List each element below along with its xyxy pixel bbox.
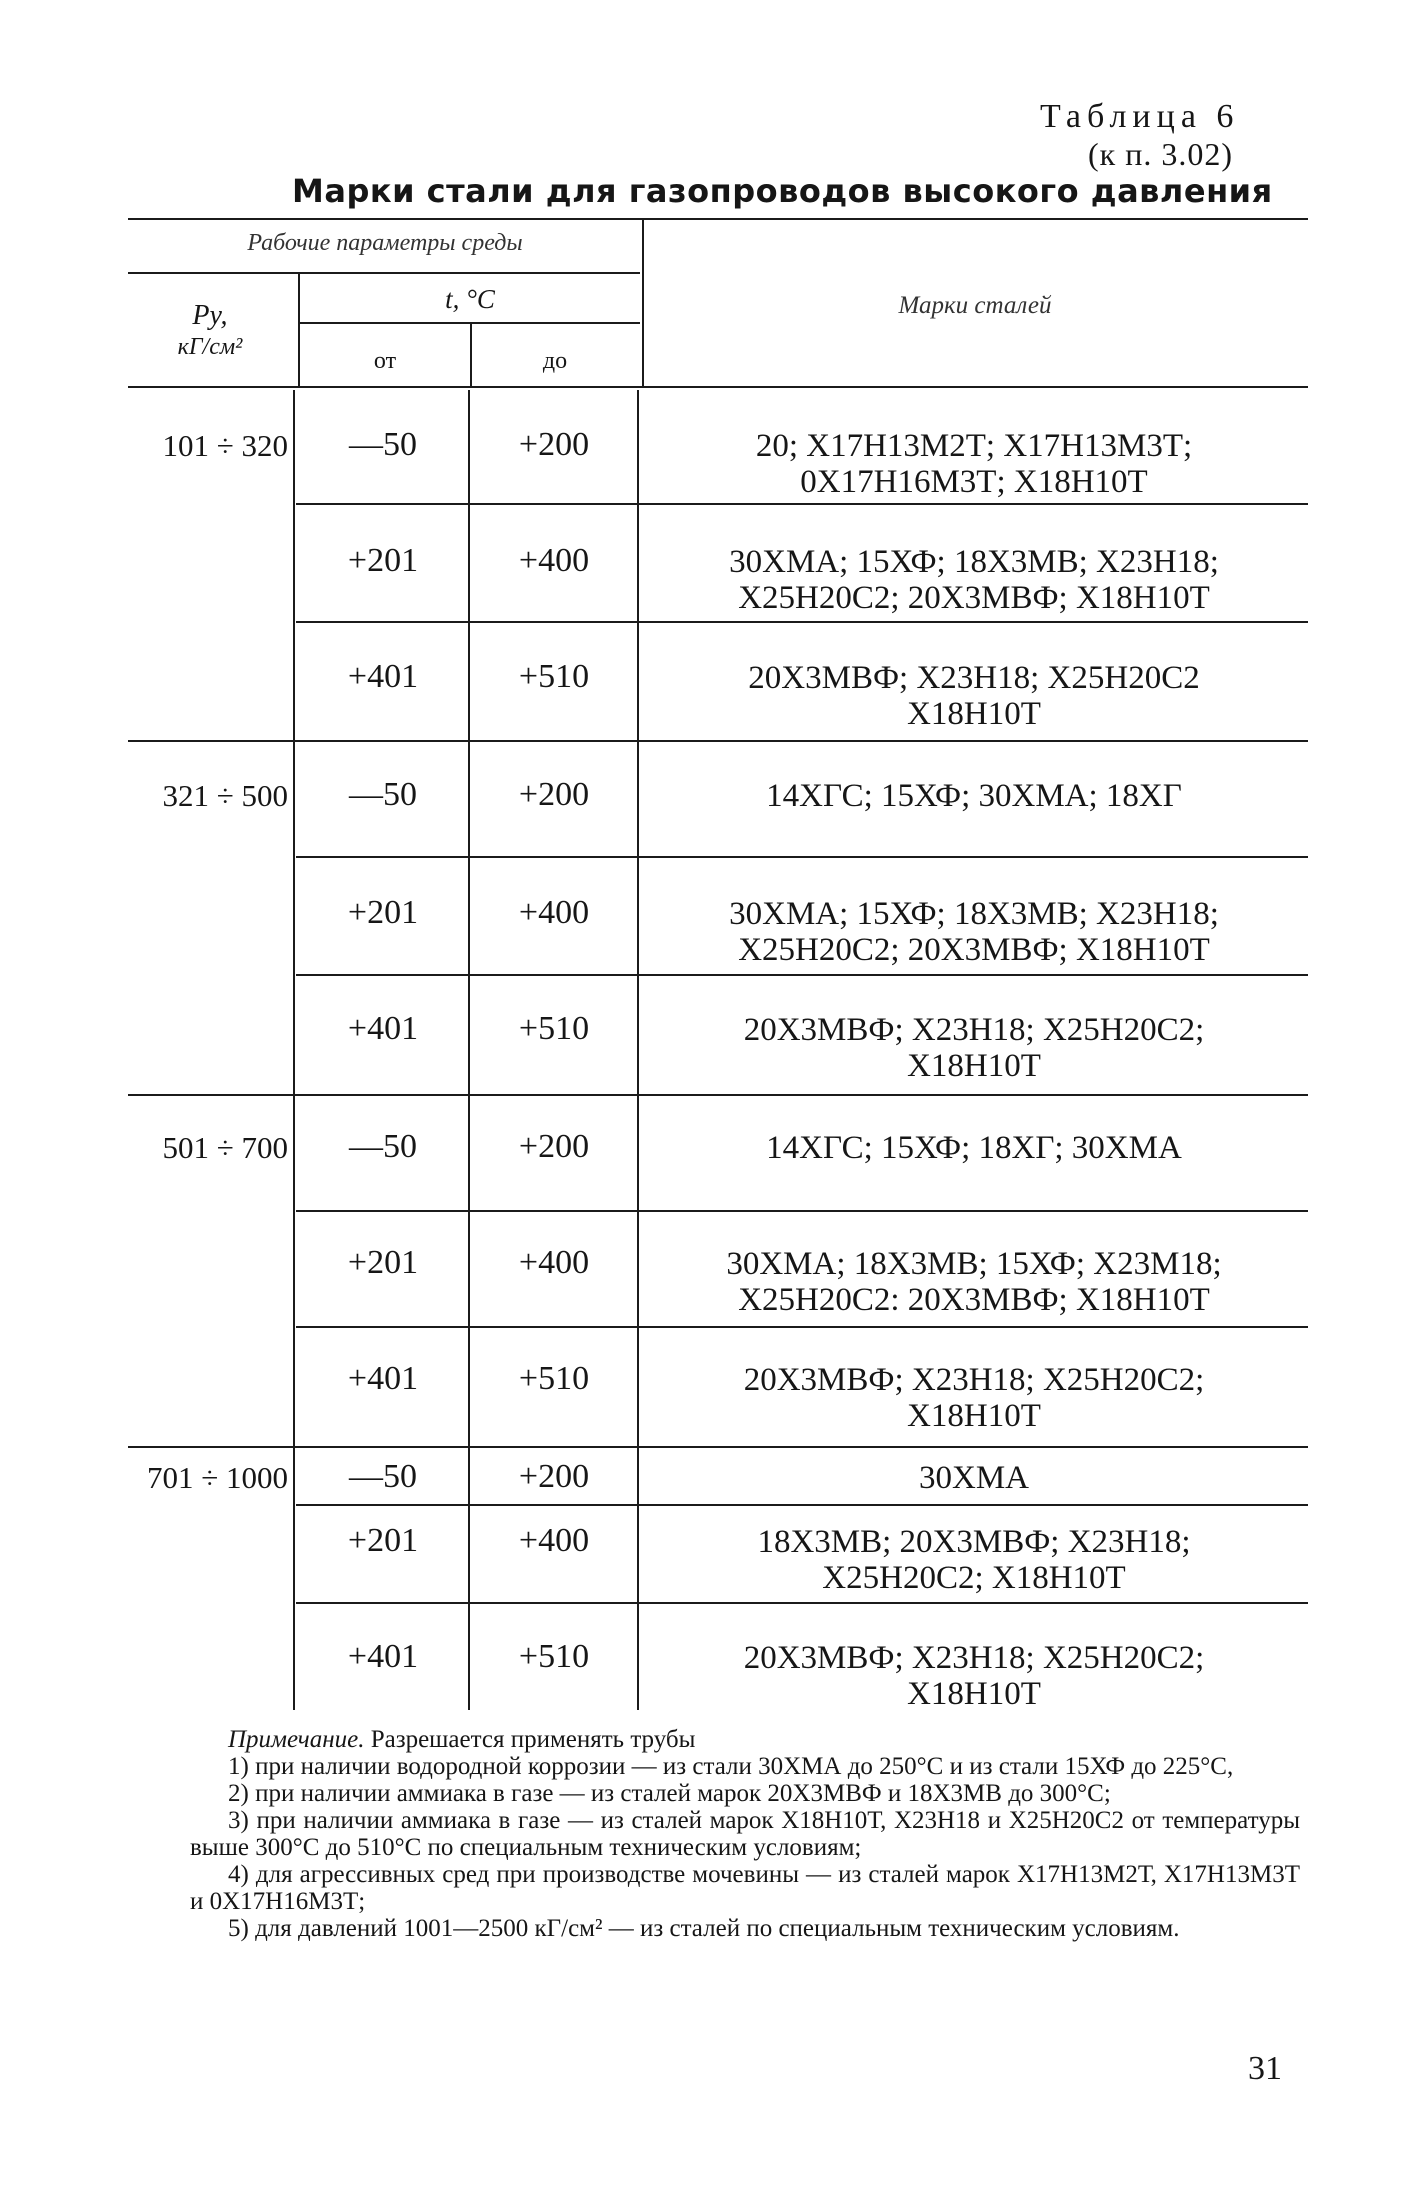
marks-cell	[640, 1524, 1308, 1596]
marks-line: 30ХМА; 18Х3МВ; 15ХФ; Х23М18;	[726, 1246, 1222, 1282]
temp-from-cell: +201	[347, 894, 419, 931]
marks-line: Х18Н10Т	[907, 1048, 1041, 1084]
marks-line: Х18Н10Т	[907, 696, 1041, 732]
header-temperature: t, °С	[445, 284, 495, 314]
marks-cell	[640, 1246, 1308, 1318]
marks-line: 18Х3МВ; 20Х3МВФ; Х23Н18;	[757, 1524, 1191, 1560]
temp-to-cell: +400	[518, 542, 590, 579]
note-item: 4) для агрессивных сред при производстве мочевины — из сталей марок Х17Н13М2Т, Х17Н13М3Т и 0Х17Н16М3Т;	[190, 1861, 1300, 1915]
marks-line: 20Х3МВФ; Х23Н18; Х25Н20С2;	[743, 1362, 1205, 1398]
header-pressure-unit: кГ/см²	[177, 334, 243, 360]
temp-to-cell: +200	[518, 776, 590, 813]
marks-line: 14ХГС; 15ХФ; 18ХГ; 30ХМА	[766, 1130, 1182, 1166]
pressure-cell: 701 ÷ 1000	[146, 1460, 288, 1495]
temp-from-cell: —50	[349, 426, 417, 463]
pressure-cell: 101 ÷ 320	[162, 428, 288, 463]
temp-to-cell: +400	[518, 1522, 590, 1559]
marks-line: Х25Н20С2; Х18Н10Т	[822, 1560, 1126, 1596]
note-item: 2) при наличии аммиака в газе — из сталей марок 20Х3МВФ и 18Х3МВ до 300°С;	[228, 1780, 1111, 1807]
table-reference: (к п. 3.02)	[1088, 136, 1233, 172]
marks-cell	[640, 428, 1308, 500]
temp-to-cell: +400	[518, 894, 590, 931]
marks-cell	[640, 660, 1308, 732]
marks-line: 30ХМА; 15ХФ; 18Х3МВ; Х23Н18;	[729, 896, 1219, 932]
marks-line: 20Х3МВФ; Х23Н18; Х25Н20С2;	[743, 1012, 1205, 1048]
marks-cell	[640, 1640, 1308, 1712]
temp-to-cell: +400	[518, 1244, 590, 1281]
marks-cell	[640, 1130, 1308, 1166]
header-to: до	[542, 348, 568, 374]
marks-line: Х25Н20С2; 20Х3МВФ; Х18Н10Т	[738, 932, 1210, 968]
note-item: 1) при наличии водородной коррозии — из стали 30ХМА до 250°С и из стали 15ХФ до 225°С,	[228, 1753, 1234, 1780]
temp-from-cell: —50	[349, 1458, 417, 1495]
marks-cell	[640, 1362, 1308, 1434]
note-intro: Разрешается применять трубы	[370, 1726, 696, 1753]
temp-from-cell: +401	[347, 658, 419, 695]
marks-line: 20Х3МВФ; Х23Н18; Х25Н20С2	[748, 660, 1200, 696]
marks-line: 20; Х17Н13М2Т; Х17Н13М3Т;	[755, 428, 1193, 464]
temp-to-cell: +510	[518, 1360, 590, 1397]
marks-line: 0Х17Н16М3Т; Х18Н10Т	[800, 464, 1148, 500]
temp-from-cell: +201	[347, 542, 419, 579]
note-item: 5) для давлений 1001—2500 кГ/см² — из сталей по специальным техническим условиям.	[228, 1915, 1180, 1942]
header-params: Рабочие параметры среды	[247, 230, 523, 256]
note-item: 3) при наличии аммиака в газе — из сталей марок Х18Н10Т, Х23Н18 и Х25Н20С2 от температуры выше 300°С до 510°С по специальным техническим условиям;	[190, 1807, 1300, 1861]
header-from: от	[373, 348, 397, 374]
marks-cell	[640, 1012, 1308, 1084]
temp-from-cell: +401	[347, 1010, 419, 1047]
note-label: Примечание.	[228, 1726, 365, 1753]
header-marks: Марки сталей	[898, 292, 1052, 319]
table-label: Таблица 6	[1040, 98, 1240, 135]
temp-from-cell: +201	[347, 1244, 419, 1281]
marks-line: Х25Н20С2; 20Х3МВФ; Х18Н10Т	[738, 580, 1210, 616]
table-title: Марки стали для газопроводов высокого давления	[292, 172, 1273, 210]
marks-cell	[640, 544, 1308, 616]
temp-to-cell: +510	[518, 658, 590, 695]
temp-to-cell: +510	[518, 1010, 590, 1047]
marks-line: Х25Н20С2: 20Х3МВФ; Х18Н10Т	[738, 1282, 1210, 1318]
temp-to-cell: +200	[518, 426, 590, 463]
temp-to-cell: +200	[518, 1458, 590, 1495]
marks-line: Х18Н10Т	[907, 1676, 1041, 1712]
marks-line: 14ХГС; 15ХФ; 30ХМА; 18ХГ	[766, 778, 1182, 814]
temp-from-cell: —50	[349, 1128, 417, 1165]
temp-from-cell: +401	[347, 1638, 419, 1675]
marks-line: 30ХМА	[918, 1460, 1029, 1496]
pressure-cell: 501 ÷ 700	[162, 1130, 288, 1165]
marks-cell	[640, 896, 1308, 968]
temp-to-cell: +200	[518, 1128, 590, 1165]
temp-from-cell: +401	[347, 1360, 419, 1397]
header-pressure-symbol: Pу,	[192, 300, 228, 331]
marks-line: 30ХМА; 15ХФ; 18Х3МВ; Х23Н18;	[729, 544, 1219, 580]
marks-cell	[640, 1460, 1308, 1496]
temp-from-cell: —50	[349, 776, 417, 813]
marks-line: Х18Н10Т	[907, 1398, 1041, 1434]
temp-to-cell: +510	[518, 1638, 590, 1675]
pressure-cell: 321 ÷ 500	[162, 778, 288, 813]
marks-cell	[640, 778, 1308, 814]
temp-from-cell: +201	[347, 1522, 419, 1559]
page-number: 31	[1248, 2050, 1282, 2087]
table-notes	[190, 1726, 1300, 1942]
marks-line: 20Х3МВФ; Х23Н18; Х25Н20С2;	[743, 1640, 1205, 1676]
